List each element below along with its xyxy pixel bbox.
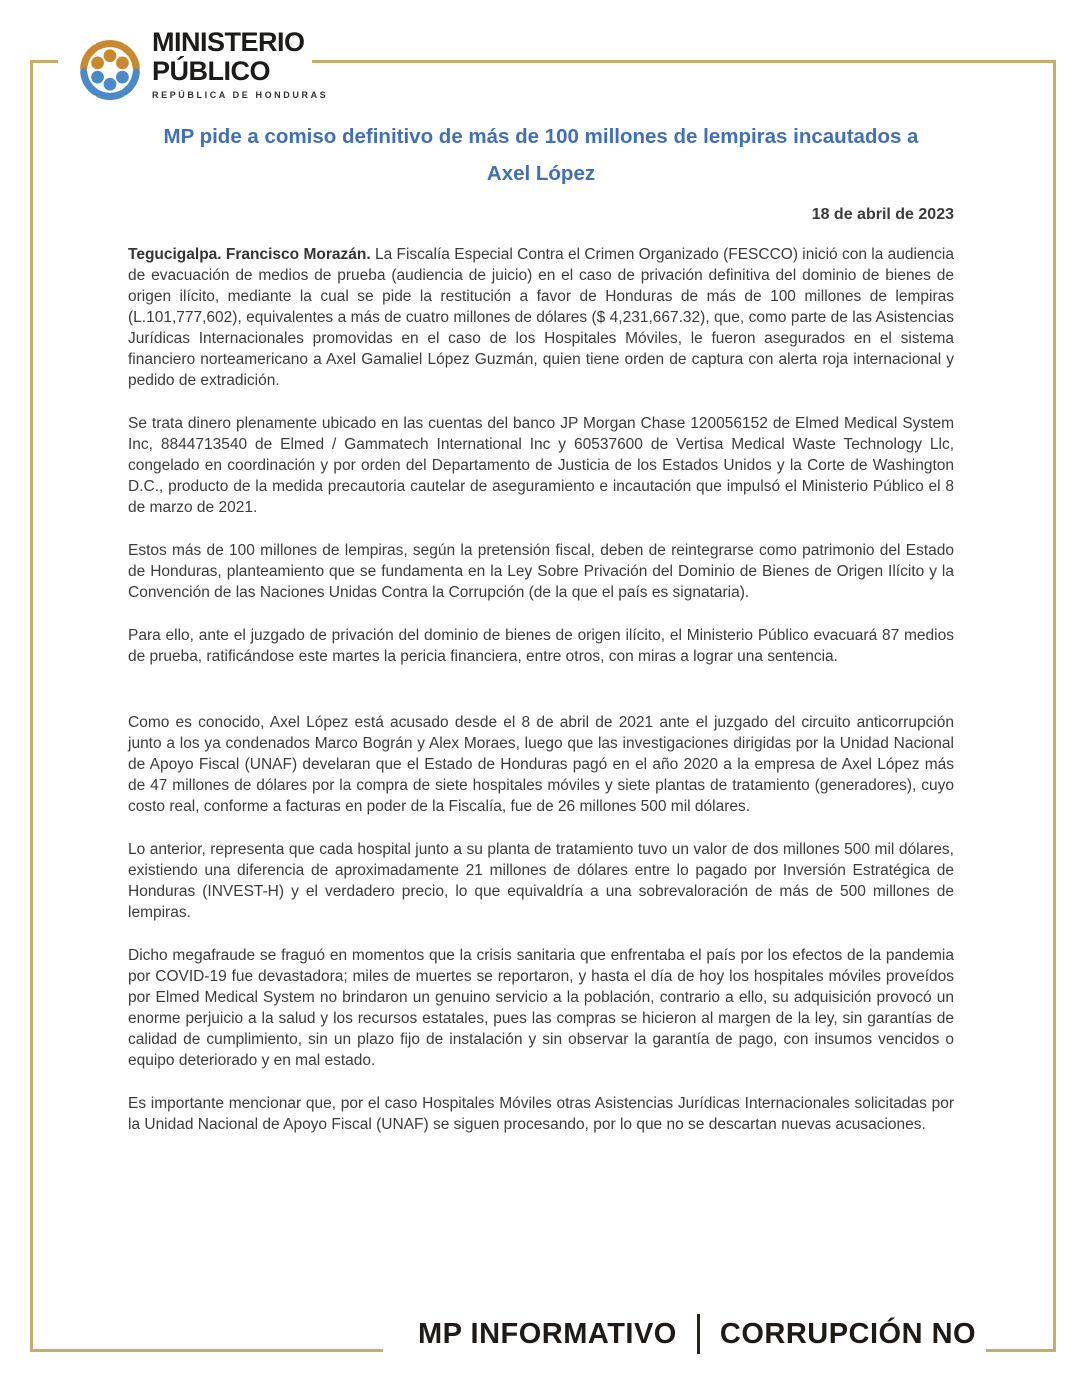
paragraph: Dicho megafraude se fraguó en momentos que la crisis sanitaria que enfrentaba el país por los efectos de la pandemia por COVID-19 fue devastadora; miles de muertes se reportaron, y hasta el día de hoy los hospitales móviles proveídos por Elmed Medical System no brindaron un genuino servicio a la población, contrario a ello, su adquisición provocó un enorme perjuicio a la salud y los recursos estatales, pues las compras se hicieron al margen de la ley, sin garantías de calidad de cumplimiento, sin un plazo fijo de instalación y sin observar la garantía de pago, con insumos vencidos o equipo deteriorado y en mal estado.: [128, 947, 954, 1069]
paragraph-lead: Tegucigalpa. Francisco Morazán.: [128, 246, 375, 263]
ministerio-publico-emblem-icon: [70, 26, 150, 114]
footer: [418, 1314, 976, 1354]
frame-bottom-left-line: [30, 1349, 383, 1352]
org-name-line2: PÚBLICO: [152, 56, 270, 86]
article-date: 18 de abril de 2023: [811, 206, 954, 223]
paragraph: Como es conocido, Axel López está acusado desde el 8 de abril de 2021 ante el juzgado del circuito anticorrupción junto a los ya condenados Marco Bográn y Alex Moraes, luego que las investigaciones dirigidas por la Unidad Nacional de Apoyo Fiscal (UNAF) develaran que el Estado de Honduras pagó en el año 2020 a la empresa de Axel López más de 47 millones de dólares por la compra de siete hospitales móviles y siete plantas de tratamiento (generadores), cuyo costo real, conforme a facturas en poder de la Fiscalía, fue de 26 millones 500 mil dólares.: [128, 714, 954, 815]
frame-left-line: [30, 60, 33, 1352]
org-name-line1: MINISTERIO: [152, 27, 305, 57]
footer-slogan: CORRUPCIÓN NO: [719, 1317, 977, 1350]
paragraph: Es importante mencionar que, por el caso Hospitales Móviles otras Asistencias Jurídicas Internacionales solicitadas por la Unidad Nacional de Apoyo Fiscal (UNAF) se siguen procesando, por lo que no se descartan nuevas acusaciones.: [128, 1095, 954, 1133]
frame-right-line: [1053, 60, 1056, 1352]
paragraph: Se trata dinero plenamente ubicado en las cuentas del banco JP Morgan Chase 120056152 de Elmed Medical System Inc, 8844713540 de Elmed / Gammatech International Inc y 60537600 de Vertisa Medical Waste Technology Llc, congelado en coordinación y por orden del Departamento de Justicia de los Estados Unidos y la Corte de Washington D.C., producto de la medida precautoria cautelar de aseguramiento e incautación que impulsó el Ministerio Público el 8 de marzo de 2021.: [128, 415, 954, 516]
footer-brand: MP INFORMATIVO: [418, 1317, 677, 1350]
paragraph: Estos más de 100 millones de lempiras, según la pretensión fiscal, deben de reintegrarse como patrimonio del Estado de Honduras, planteamiento que se fundamenta en la Ley Sobre Privación del Dominio de Bienes de Origen Ilícito y la Convención de las Naciones Unidas Contra la Corrupción (de la que el país es signataria).: [128, 542, 954, 601]
paragraph: Para ello, ante el juzgado de privación del dominio de bienes de origen ilícito, el Ministerio Público evacuará 87 medios de prueba, ratificándose este martes la pericia financiera, entre otros, con miras a lograr una sentencia.: [128, 627, 954, 665]
paragraph: Tegucigalpa. Francisco Morazán. La Fiscalía Especial Contra el Crimen Organizado (FESCCO) inició con la audiencia de evacuación de medios de prueba (audiencia de juicio) en el caso de privación definitiva del dominio de bienes de origen ilícito, mediante la cual se pide la restitución a favor de Honduras de más de 100 millones de lempiras (L.101,777,602), equivalentes a más de cuatro millones de dólares ($ 4,231,667.32), que, como parte de las Asistencias Jurídicas Internacionales promovidas en el caso de los Hospitales Móviles, le fueron asegurados en el sistema financiero norteamericano a Axel Gamaliel López Guzmán, quien tiene orden de captura con alerta roja internacional y pedido de extradición.: [128, 246, 954, 389]
article-body: [128, 244, 954, 1135]
footer-divider: [697, 1314, 700, 1354]
article-title-line2: Axel López: [486, 162, 596, 185]
frame-bottom-right-line: [986, 1349, 1056, 1352]
org-subtitle: REPÚBLICA DE HONDURAS: [152, 90, 329, 100]
paragraph: Lo anterior, representa que cada hospital junto a su planta de tratamiento tuvo un valor de dos millones 500 mil dólares, existiendo una diferencia de aproximadamente 21 millones de dólares entre lo pagado por Inversión Estratégica de Honduras (INVEST-H) y el verdadero precio, lo que equivaldría a una sobrevaloración de más de 500 millones de lempiras.: [128, 841, 954, 921]
article-title: [128, 118, 954, 192]
article-title-line1: MP pide a comiso definitivo de más de 100 millones de lempiras incautados a: [163, 125, 919, 148]
letterhead: [0, 0, 1080, 118]
article: [128, 118, 954, 1157]
org-text-block: [152, 28, 328, 100]
